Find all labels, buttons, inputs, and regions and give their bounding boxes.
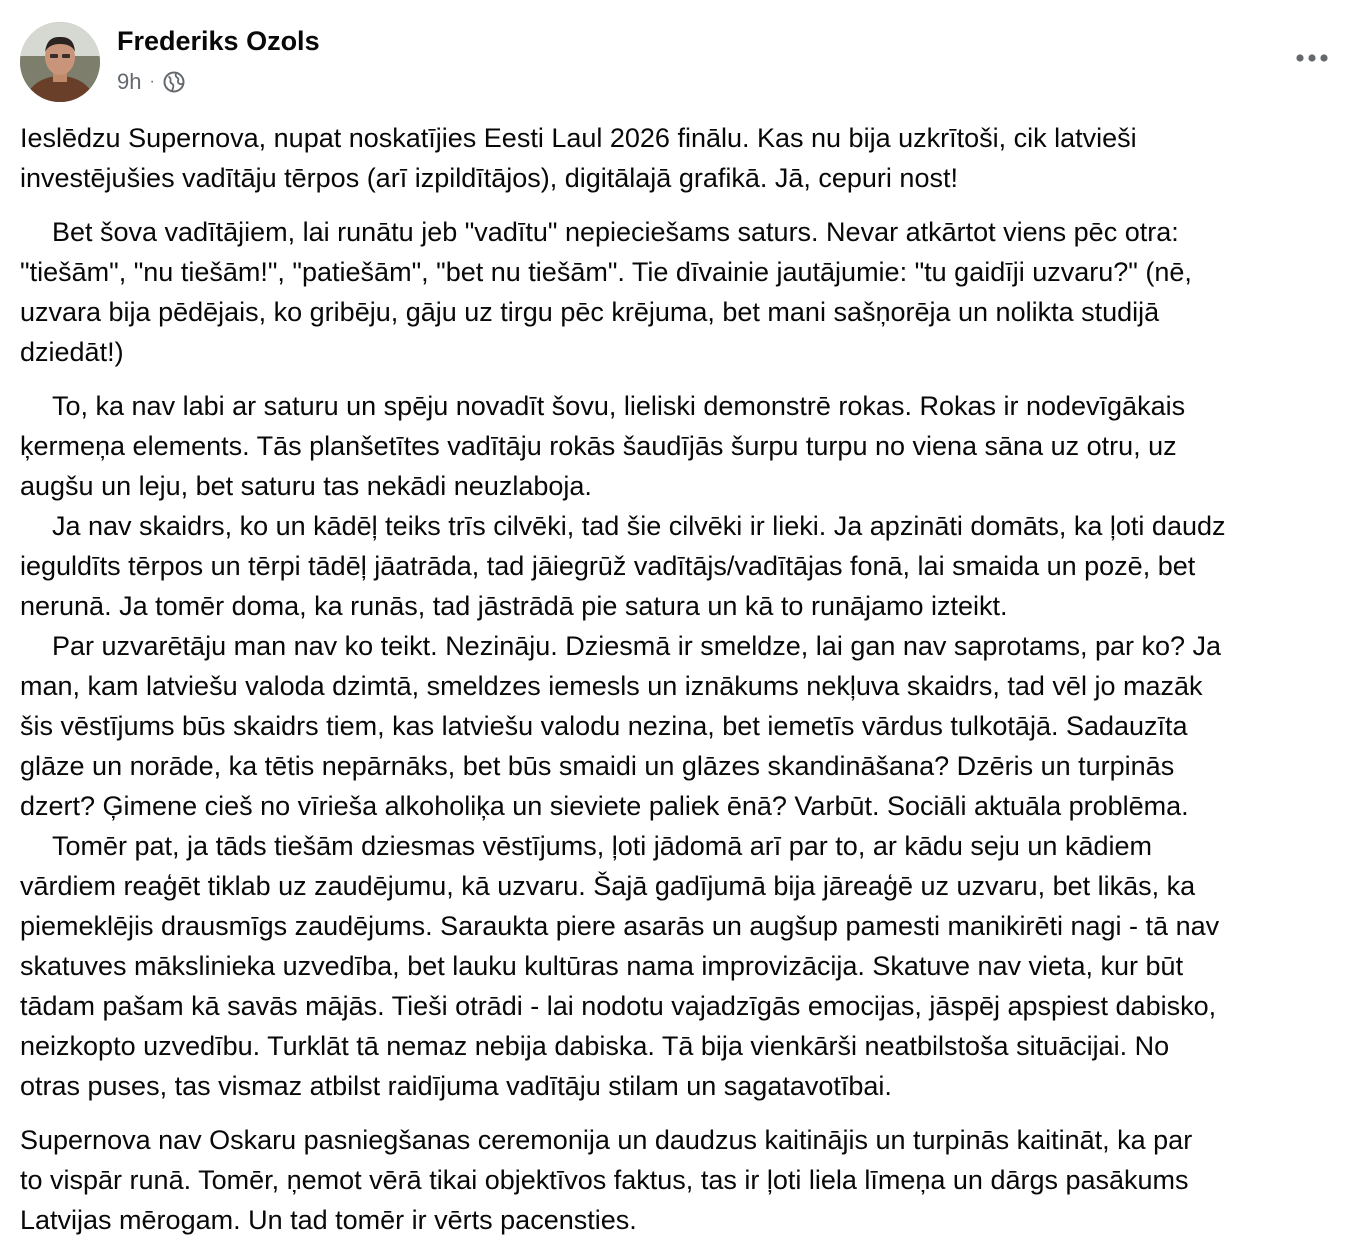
text-line: Ja nav skaidrs, ko un kādēļ teiks trīs cilvēki, tad šie cilvēki ir lieki. Ja apzināti domāts, ka ļoti daudz — [52, 511, 1226, 541]
text-line: piemeklējis drausmīgs zaudējums. Saraukta piere asarās un augšup pamesti manikirēti nagi - tā nav — [20, 911, 1220, 941]
text-line: tādam pašam kā savās mājās. Tieši otrādi - lai nodotu vajadzīgās emocijas, jāspēj apspiest dabisko, — [20, 991, 1217, 1021]
text-line: Par uzvarētāju man nav ko teikt. Nezināju. Dziesmā ir smeldze, lai gan nav saprotams, par ko? Ja — [52, 631, 1222, 661]
text-line: man, kam latviešu valoda dzimtā, smeldzes iemesls un iznākums nekļuva skaidrs, tad vēl jo mazāk — [20, 671, 1203, 701]
text-line: skatuves mākslinieka uzvedība, bet lauku kultūras nama improvizācija. Skatuve nav vieta, kur būt — [20, 951, 1184, 981]
post-body — [20, 118, 1338, 1254]
avatar[interactable] — [20, 22, 100, 102]
more-options-icon[interactable] — [1292, 42, 1332, 74]
text-line: vārdiem reaģēt tiklab uz zaudējumu, kā uzvaru. Šajā gadījumā bija jāreaģē uz uzvaru, bet likās, ka — [20, 871, 1196, 901]
text-line: Bet šova vadītājiem, lai runātu jeb "vadītu" nepieciešams saturs. Nevar atkārtot viens pēc otra: — [52, 217, 1179, 247]
text-line: dzert? Ģimene cieš no vīrieša alkoholiķa un sieviete paliek ēnā? Varbūt. Sociāli aktuāla problēma. — [20, 791, 1189, 821]
text-line: Latvijas mērogam. Un tad tomēr ir vērts pacensties. — [20, 1205, 637, 1235]
text-line: investējušies vadītāju tērpos (arī izpildītājos), digitālajā grafikā. Jā, cepuri nost! — [20, 163, 958, 193]
text-line: Supernova nav Oskaru pasniegšanas ceremonija un daudzus kaitinājis un turpinās kaitināt, ka par — [20, 1125, 1193, 1155]
post-paragraph-4 — [20, 1120, 1338, 1240]
avatar-photo — [20, 22, 100, 102]
meta-separator: · — [149, 73, 155, 90]
post-paragraph-3 — [20, 386, 1338, 1106]
text-line: Tomēr pat, ja tāds tiešām dziesmas vēstījums, ļoti jādomā arī par to, ar kādu seju un kādiem — [52, 831, 1152, 861]
text-line: to vispār runā. Tomēr, ņemot vērā tikai objektīvos faktus, tas ir ļoti liela līmeņa un dārgs pasākums — [20, 1165, 1189, 1195]
text-line: "tiešām", "nu tiešām!", "patiešām", "bet nu tiešām". Tie dīvainie jautājumie: "tu gaidīji uzvaru?" (nē, — [20, 257, 1192, 287]
text-line: glāze un norāde, ka tētis nepārnāks, bet būs smaidi un glāzes skandināšana? Dzēris un turpinās — [20, 751, 1175, 781]
text-line: augšu un leju, bet saturu tas nekādi neuzlaboja. — [20, 471, 592, 501]
post-paragraph-2 — [20, 212, 1338, 372]
post-timestamp[interactable]: 9h — [117, 69, 142, 94]
post-meta — [117, 68, 186, 96]
text-line: dziedāt!) — [20, 337, 124, 367]
text-line: To, ka nav labi ar saturu un spēju novadīt šovu, lieliski demonstrē rokas. Rokas ir nodevīgākais — [52, 391, 1186, 421]
text-line: Ieslēdzu Supernova, nupat noskatījies Eesti Laul 2026 finālu. Kas nu bija uzkrītoši, cik latvieši — [20, 123, 1137, 153]
text-line: neizkopto uzvedību. Turklāt tā nemaz nebija dabiska. Tā bija vienkārši neatbilstoša situācijai. No — [20, 1031, 1170, 1061]
text-line: otras puses, tas vismaz atbilst raidījuma vadītāju stilam un sagatavotībai. — [20, 1071, 892, 1101]
text-line: ķermeņa elements. Tās planšetītes vadītāju rokās šaudījās šurpu turpu no viena sāna uz otru, uz — [20, 431, 1177, 461]
post-header — [20, 22, 1334, 104]
text-line: šis vēstījums būs skaidrs tiem, kas latviešu valodu nezina, bet iemetīs vārdus tulkotājā. Sadauzīta — [20, 711, 1188, 741]
text-line: ieguldīts tērpos un tērpi tādēļ jāatrāda, tad jāiegrūž vadītājs/vadītājas fonā, lai smaida un pozē, bet — [20, 551, 1196, 581]
text-line: uzvara bija pēdējais, ko gribēju, gāju uz tirgu pēc krējuma, bet mani sašņorēja un nolikta studijā — [20, 297, 1160, 327]
globe-icon[interactable] — [162, 70, 186, 94]
text-line: nerunā. Ja tomēr doma, ka runās, tad jāstrādā pie satura un kā to runājamo izteikt. — [20, 591, 1008, 621]
author-name[interactable]: Frederiks Ozols — [117, 26, 320, 56]
post-paragraph-1 — [20, 118, 1338, 198]
